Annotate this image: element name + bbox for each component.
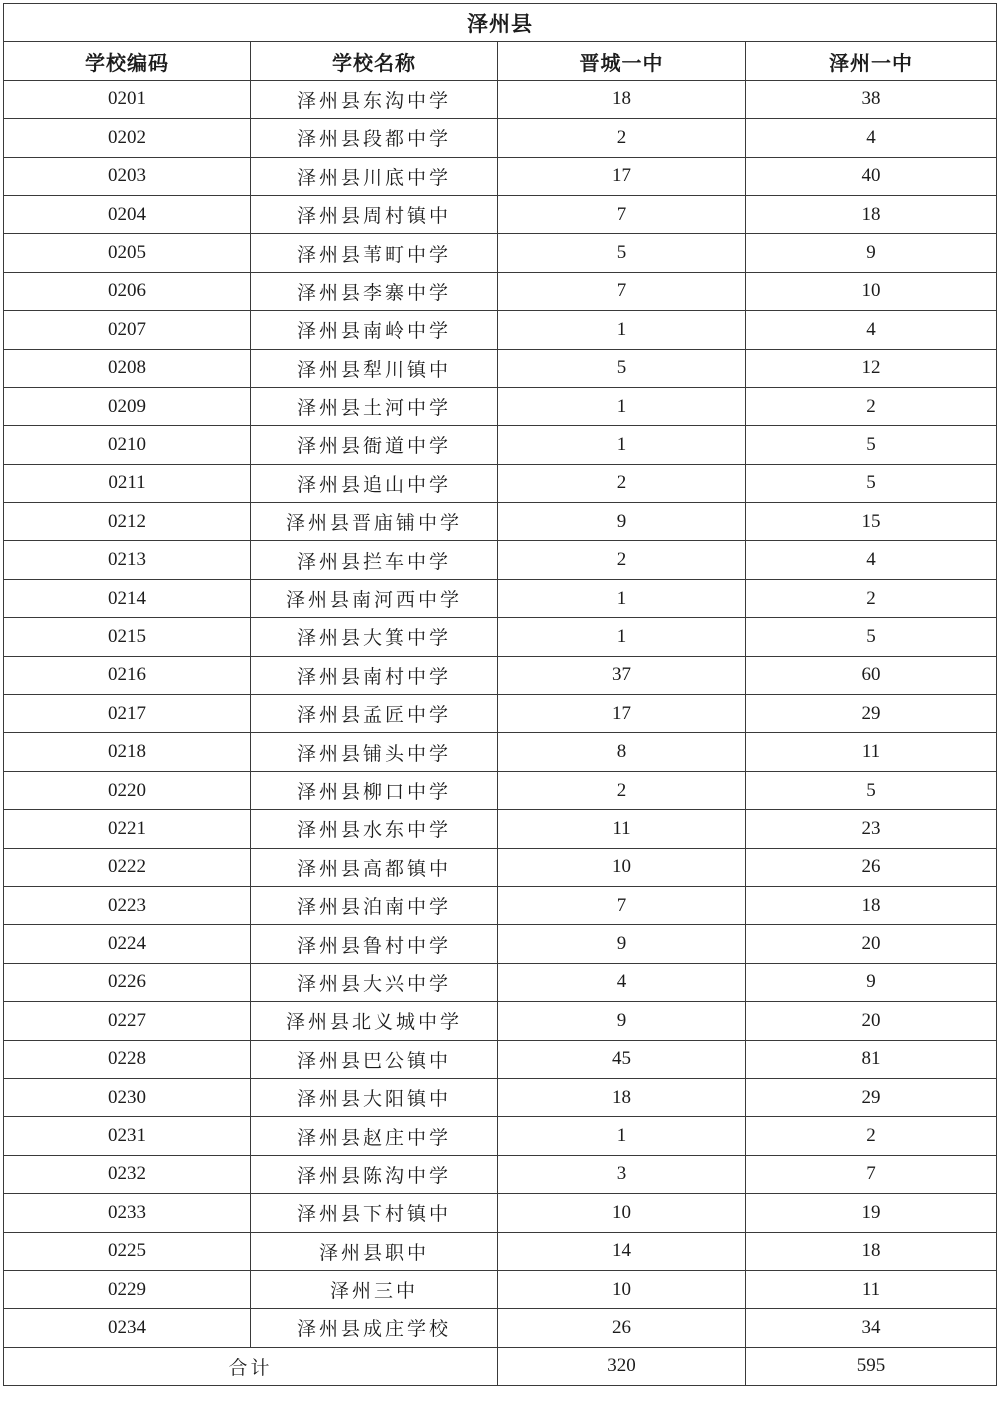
table-row [4, 1040, 997, 1078]
zezhou-quota-cell: 4 [746, 311, 997, 349]
zezhou-quota-cell: 2 [746, 579, 997, 617]
school-code-cell: 0227 [4, 1002, 251, 1040]
jincheng-quota-cell: 4 [498, 963, 746, 1001]
table-row [4, 80, 997, 118]
jincheng-quota-cell: 1 [498, 1117, 746, 1155]
jincheng-quota-cell: 7 [498, 195, 746, 233]
school-name-cell: 泽州县南岭中学 [251, 311, 498, 349]
school-name-cell: 泽州县柳口中学 [251, 771, 498, 809]
school-name-cell: 泽州县苇町中学 [251, 234, 498, 272]
school-name-cell: 泽州县成庄学校 [251, 1309, 498, 1347]
zezhou-quota-cell: 29 [746, 1078, 997, 1116]
zezhou-quota-cell: 18 [746, 195, 997, 233]
school-name-cell: 泽州县泊南中学 [251, 886, 498, 924]
table-row [4, 963, 997, 1001]
school-name-cell: 泽州县铺头中学 [251, 733, 498, 771]
school-name-cell: 泽州县职中 [251, 1232, 498, 1270]
school-name-cell: 泽州三中 [251, 1270, 498, 1308]
school-name-cell: 泽州县追山中学 [251, 464, 498, 502]
school-name-cell: 泽州县南村中学 [251, 656, 498, 694]
school-name-cell: 泽州县衙道中学 [251, 426, 498, 464]
school-name-cell: 泽州县大兴中学 [251, 963, 498, 1001]
jincheng-quota-cell: 18 [498, 80, 746, 118]
school-name-cell: 泽州县陈沟中学 [251, 1155, 498, 1193]
table-row [4, 349, 997, 387]
zezhou-quota-cell: 9 [746, 234, 997, 272]
school-code-cell: 0234 [4, 1309, 251, 1347]
jincheng-quota-cell: 7 [498, 272, 746, 310]
school-code-cell: 0233 [4, 1194, 251, 1232]
school-name-cell: 泽州县李寨中学 [251, 272, 498, 310]
header-jincheng-no1: 晋城一中 [498, 42, 746, 80]
jincheng-quota-cell: 5 [498, 349, 746, 387]
school-name-cell: 泽州县犁川镇中 [251, 349, 498, 387]
jincheng-quota-cell: 2 [498, 771, 746, 809]
table-row [4, 426, 997, 464]
school-code-cell: 0222 [4, 848, 251, 886]
school-code-cell: 0207 [4, 311, 251, 349]
school-name-cell: 泽州县大箕中学 [251, 618, 498, 656]
school-code-cell: 0211 [4, 464, 251, 502]
header-school-code: 学校编码 [4, 42, 251, 80]
jincheng-quota-cell: 1 [498, 387, 746, 425]
zezhou-quota-cell: 38 [746, 80, 997, 118]
school-code-cell: 0210 [4, 426, 251, 464]
total-row [4, 1347, 997, 1385]
school-name-cell: 泽州县周村镇中 [251, 195, 498, 233]
school-code-cell: 0203 [4, 157, 251, 195]
table-title-row [4, 4, 997, 42]
zezhou-quota-cell: 2 [746, 387, 997, 425]
zezhou-quota-cell: 18 [746, 886, 997, 924]
school-code-cell: 0229 [4, 1270, 251, 1308]
zezhou-quota-cell: 60 [746, 656, 997, 694]
school-name-cell: 泽州县东沟中学 [251, 80, 498, 118]
zezhou-quota-cell: 81 [746, 1040, 997, 1078]
jincheng-quota-cell: 1 [498, 426, 746, 464]
school-name-cell: 泽州县晋庙铺中学 [251, 503, 498, 541]
table-title: 泽州县 [4, 4, 997, 42]
school-code-cell: 0230 [4, 1078, 251, 1116]
school-name-cell: 泽州县高都镇中 [251, 848, 498, 886]
table-row [4, 195, 997, 233]
school-name-cell: 泽州县大阳镇中 [251, 1078, 498, 1116]
jincheng-quota-cell: 26 [498, 1309, 746, 1347]
zezhou-quota-cell: 20 [746, 1002, 997, 1040]
table-row [4, 848, 997, 886]
table-row [4, 464, 997, 502]
zezhou-quota-cell: 40 [746, 157, 997, 195]
school-code-cell: 0202 [4, 119, 251, 157]
zezhou-quota-cell: 2 [746, 1117, 997, 1155]
zezhou-quota-cell: 10 [746, 272, 997, 310]
jincheng-quota-cell: 10 [498, 1270, 746, 1308]
school-code-cell: 0216 [4, 656, 251, 694]
jincheng-quota-cell: 17 [498, 157, 746, 195]
zezhou-quota-cell: 5 [746, 464, 997, 502]
school-code-cell: 0224 [4, 925, 251, 963]
table-row [4, 925, 997, 963]
table-row [4, 1194, 997, 1232]
school-name-cell: 泽州县孟匠中学 [251, 695, 498, 733]
zezhou-quota-cell: 9 [746, 963, 997, 1001]
jincheng-quota-cell: 10 [498, 848, 746, 886]
jincheng-quota-cell: 17 [498, 695, 746, 733]
school-name-cell: 泽州县拦车中学 [251, 541, 498, 579]
table-row [4, 1117, 997, 1155]
table-row [4, 1232, 997, 1270]
school-name-cell: 泽州县土河中学 [251, 387, 498, 425]
school-name-cell: 泽州县川底中学 [251, 157, 498, 195]
jincheng-quota-cell: 11 [498, 810, 746, 848]
jincheng-quota-cell: 1 [498, 618, 746, 656]
school-name-cell: 泽州县下村镇中 [251, 1194, 498, 1232]
jincheng-quota-cell: 1 [498, 311, 746, 349]
school-code-cell: 0213 [4, 541, 251, 579]
school-code-cell: 0223 [4, 886, 251, 924]
school-code-cell: 0226 [4, 963, 251, 1001]
table-row [4, 234, 997, 272]
table-row [4, 1309, 997, 1347]
table-row [4, 541, 997, 579]
zezhou-quota-cell: 5 [746, 618, 997, 656]
table-row [4, 733, 997, 771]
total-zezhou: 595 [746, 1347, 997, 1385]
school-code-cell: 0221 [4, 810, 251, 848]
school-code-cell: 0204 [4, 195, 251, 233]
school-name-cell: 泽州县南河西中学 [251, 579, 498, 617]
school-code-cell: 0212 [4, 503, 251, 541]
table-row [4, 387, 997, 425]
zezhou-quota-cell: 19 [746, 1194, 997, 1232]
jincheng-quota-cell: 2 [498, 119, 746, 157]
zezhou-quota-cell: 11 [746, 1270, 997, 1308]
zezhou-quota-cell: 18 [746, 1232, 997, 1270]
school-name-cell: 泽州县段都中学 [251, 119, 498, 157]
zezhou-quota-cell: 12 [746, 349, 997, 387]
school-code-cell: 0208 [4, 349, 251, 387]
jincheng-quota-cell: 37 [498, 656, 746, 694]
table-header-row [4, 42, 997, 80]
school-code-cell: 0214 [4, 579, 251, 617]
jincheng-quota-cell: 1 [498, 579, 746, 617]
school-code-cell: 0205 [4, 234, 251, 272]
jincheng-quota-cell: 9 [498, 503, 746, 541]
zezhou-quota-cell: 7 [746, 1155, 997, 1193]
jincheng-quota-cell: 2 [498, 464, 746, 502]
jincheng-quota-cell: 2 [498, 541, 746, 579]
zezhou-quota-cell: 34 [746, 1309, 997, 1347]
table-row [4, 618, 997, 656]
zezhou-quota-cell: 11 [746, 733, 997, 771]
jincheng-quota-cell: 7 [498, 886, 746, 924]
zezhou-quota-cell: 20 [746, 925, 997, 963]
zezhou-quota-cell: 23 [746, 810, 997, 848]
table-row [4, 272, 997, 310]
school-code-cell: 0228 [4, 1040, 251, 1078]
jincheng-quota-cell: 18 [498, 1078, 746, 1116]
school-code-cell: 0220 [4, 771, 251, 809]
school-code-cell: 0217 [4, 695, 251, 733]
table-body [4, 80, 997, 1347]
header-school-name: 学校名称 [251, 42, 498, 80]
school-name-cell: 泽州县北义城中学 [251, 1002, 498, 1040]
table-row [4, 810, 997, 848]
table-row [4, 503, 997, 541]
jincheng-quota-cell: 5 [498, 234, 746, 272]
school-code-cell: 0232 [4, 1155, 251, 1193]
school-code-cell: 0201 [4, 80, 251, 118]
school-code-cell: 0225 [4, 1232, 251, 1270]
school-code-cell: 0206 [4, 272, 251, 310]
school-name-cell: 泽州县巴公镇中 [251, 1040, 498, 1078]
jincheng-quota-cell: 8 [498, 733, 746, 771]
table-row [4, 771, 997, 809]
zezhou-quota-cell: 5 [746, 426, 997, 464]
table-row [4, 1155, 997, 1193]
jincheng-quota-cell: 14 [498, 1232, 746, 1270]
quota-table [3, 3, 997, 1386]
jincheng-quota-cell: 9 [498, 925, 746, 963]
total-jincheng: 320 [498, 1347, 746, 1385]
table-row [4, 886, 997, 924]
table-row [4, 157, 997, 195]
table-row [4, 579, 997, 617]
school-name-cell: 泽州县赵庄中学 [251, 1117, 498, 1155]
jincheng-quota-cell: 3 [498, 1155, 746, 1193]
school-code-cell: 0215 [4, 618, 251, 656]
table-row [4, 1002, 997, 1040]
table-row [4, 1270, 997, 1308]
school-code-cell: 0209 [4, 387, 251, 425]
table-row [4, 311, 997, 349]
table-row [4, 1078, 997, 1116]
header-zezhou-no1: 泽州一中 [746, 42, 997, 80]
zezhou-quota-cell: 4 [746, 119, 997, 157]
school-code-cell: 0231 [4, 1117, 251, 1155]
zezhou-quota-cell: 5 [746, 771, 997, 809]
zezhou-quota-cell: 29 [746, 695, 997, 733]
table-row [4, 119, 997, 157]
zezhou-quota-cell: 4 [746, 541, 997, 579]
zezhou-quota-cell: 26 [746, 848, 997, 886]
table-row [4, 656, 997, 694]
total-label: 合计 [4, 1347, 498, 1385]
table-row [4, 695, 997, 733]
zezhou-quota-cell: 15 [746, 503, 997, 541]
school-code-cell: 0218 [4, 733, 251, 771]
jincheng-quota-cell: 10 [498, 1194, 746, 1232]
jincheng-quota-cell: 45 [498, 1040, 746, 1078]
school-name-cell: 泽州县鲁村中学 [251, 925, 498, 963]
school-name-cell: 泽州县水东中学 [251, 810, 498, 848]
jincheng-quota-cell: 9 [498, 1002, 746, 1040]
